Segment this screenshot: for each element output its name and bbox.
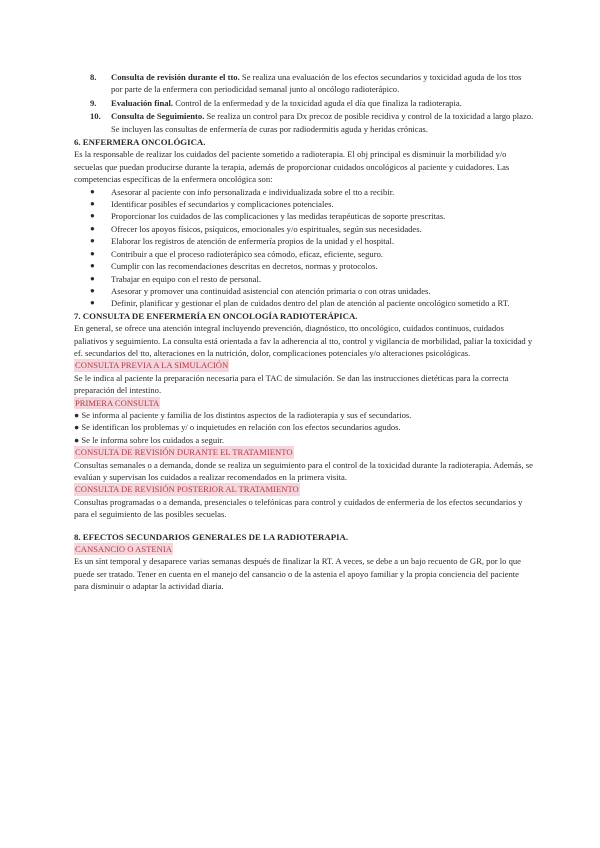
list-item: ● Definir, planificar y gestionar el plan de cuidados dentro del plan de atención al paciente oncológico sometido a RT. <box>90 298 510 309</box>
section-8-heading: 8. EFECTOS SECUNDARIOS GENERALES DE LA RADIOTERAPIA. <box>74 531 349 542</box>
list-item: ● Identificar posibles ef secundarios y complicaciones potenciales. <box>90 199 334 210</box>
list-item: ● Ofrecer los apoyos físicos, psíquicos, emocionales y/o espirituales, según sus necesidades. <box>90 223 422 234</box>
item-text: Se realiza una evaluación de los efectos secundarios y toxicidad aguda de los ttos por parte de la enfermera con periodicidad semanal junto al oncólogo radioterápico. <box>111 72 522 95</box>
list-item: ● Trabajar en equipo con el resto de personal. <box>90 273 262 284</box>
section-6-heading: 6. ENFERMERA ONCOLÓGICA. <box>74 137 206 148</box>
first-consult-item: ● Se informa al paciente y familia de los distintos aspectos de la radioterapia y sus ef secundarios. <box>74 409 412 420</box>
item-number: 10. <box>90 111 101 122</box>
during-treatment-text: Consultas semanales o a demanda, donde se realiza un seguimiento para el control de la toxicidad durante la radioterapia. Además, se evalúan y supervisan los cuidados a realizar recomendados en la primera visita. <box>74 459 533 482</box>
first-consult-item: ● Se le informa sobre los cuidados a seguir. <box>74 434 225 445</box>
post-treatment-subheading: CONSULTA DE REVISIÓN POSTERIOR AL TRATAMIENTO <box>75 484 299 495</box>
list-item: ● Proporcionar los cuidados de las complicaciones y las medidas terapéuticas de soporte prescritas. <box>90 211 446 222</box>
list-item: ● Contribuir a que el proceso radioterápico sea cómodo, eficaz, eficiente, seguro. <box>90 248 384 259</box>
list-item <box>74 110 534 135</box>
list-item <box>74 71 534 96</box>
section-7-intro: En general, se ofrece una atención integral incluyendo prevención, diagnóstico, tto oncológico, cuidados continuos, cuidados paliativos y seguimiento. La consulta está orientada a fav la adherencia al tto, control y vigilancia de morbilidad, paliar la toxicidad y ef. secundarios del tto, alteraciones en la nutrición, dolor, complicaciones potenciales y/o alteraciones psicológicas. <box>74 323 533 358</box>
simulation-subheading: CONSULTA PREVIA A LA SIMULACIÓN <box>75 360 229 371</box>
item-number: 9. <box>90 97 97 108</box>
consultation-steps-list <box>74 71 534 135</box>
list-item: ● Elaborar los registros de atención de enfermería propios de la unidad y el hospital. <box>90 236 395 247</box>
competencies-list <box>74 186 534 310</box>
post-treatment-text: Consultas programadas o a demanda, presenciales o telefónicas para control y cuidados de enfermería de los efectos secundarios y para el seguimiento de las posibles secuelas. <box>74 496 523 520</box>
fatigue-text: Es un sínt temporal y desaparece varias semanas después de finalizar la RT. A veces, se debe a un bajo recuento de GR, por lo que puede ser tratado. Tener en cuenta en el manejo del cansancio o de la astenia el apoyo familiar y la propia conciencia del paciente para disminuir o adaptar la actividad diaria. <box>74 556 521 592</box>
list-item: ● Asesorar y promover una continuidad asistencial con atención primaria o con otras unidades. <box>90 285 431 296</box>
document-page <box>74 71 534 593</box>
section-7-heading: 7. CONSULTA DE ENFERMERÍA EN ONCOLOGÍA RADIOTERÁPICA. <box>74 310 358 321</box>
first-consult-subheading: PRIMERA CONSULTA <box>75 397 160 408</box>
item-number: 8. <box>90 72 97 82</box>
first-consult-item: ● Se identifican los problemas y/ o inquietudes en relación con los efectos secundarios agudos. <box>74 422 401 433</box>
fatigue-subheading: CANSANCIO O ASTENIA <box>75 544 172 555</box>
item-title: Consulta de Seguimiento. <box>111 111 205 122</box>
during-treatment-subheading: CONSULTA DE REVISIÓN DURANTE EL TRATAMIENTO <box>75 447 293 458</box>
simulation-text: Se le indica al paciente la preparación necesaria para el TAC de simulación. Se dan las instrucciones dietéticas para la correcta preparación del intestino. <box>74 372 509 396</box>
section-6-intro: Es la responsable de realizar los cuidados del paciente sometido a radioterapia. El obj principal es disminuir la morbilidad y/o secuelas que puedan producirse durante la terapia, además de proporcionar cuidados oncológicos al paciente y cuidadores. Las competencias específicas de la enfermera oncológica son: <box>74 149 510 185</box>
item-title: Consulta de revisión durante el tto. <box>111 72 240 82</box>
list-item: ● Cumplir con las recomendaciones descritas en decretos, normas y protocolos. <box>90 261 378 272</box>
item-text: Se realiza un control para Dx precoz de posible recidiva y control de la toxicidad a largo plazo. Se incluyen las consultas de enfermería de curas por radiodermitis aguda y heridas crónicas. <box>111 111 534 134</box>
list-item <box>74 97 534 109</box>
item-text: Control de la enfermedad y de la toxicidad aguda el día que finaliza la radioterapia. <box>173 97 462 108</box>
item-title: Evaluación final. <box>111 97 174 108</box>
list-item: ● Asesorar al paciente con info personalizada e individualizada sobre el tto a recibir. <box>90 186 395 197</box>
